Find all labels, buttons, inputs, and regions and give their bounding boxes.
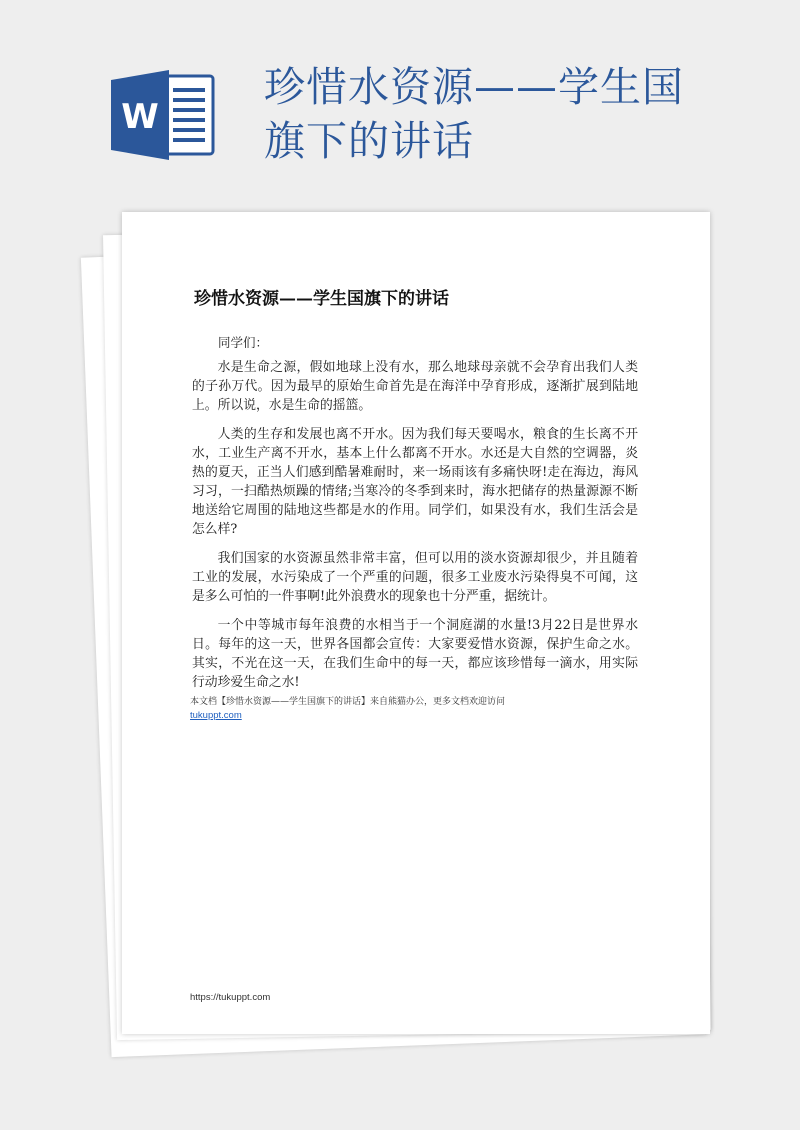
- word-logo-letter: W: [121, 97, 159, 137]
- body-paragraph: 我们国家的水资源虽然非常丰富，但可以用的淡水资源却很少，并且随着工业的发展，水污染成了一个严重的问题，很多工业废水污染得臭不可闻，这是多么可怕的一件事啊!此外浪费水的现象也十分严重，据统计。: [192, 551, 638, 604]
- body-paragraph: 水是生命之源，假如地球上没有水，那么地球母亲就不会孕育出我们人类的子孙万代。因为最早的原始生命首先是在海洋中孕育形成，逐渐扩展到陆地上。所以说，水是生命的摇篮。: [192, 360, 638, 413]
- document-source-note: [190, 696, 505, 722]
- page-title: 珍惜水资源——学生国旗下的讲话: [264, 63, 684, 165]
- document-title: 珍惜水资源——学生国旗下的讲话: [194, 289, 449, 309]
- body-paragraph: 人类的生存和发展也离不开水。因为我们每天要喝水，粮食的生长离不开水，工业生产离不开水，基本上什么都离不开水。水还是大自然的空调器，炎热的夏天，正当人们感到酷暑难耐时，来一场雨该有多痛快呀!走在海边，海风习习，一扫酷热烦躁的情绪;当寒冷的冬季到来时，海水把储存的热量源源不断地送给它周围的陆地这些都是水的作用。同学们，如果没有水，我们生活会是怎么样?: [192, 427, 638, 537]
- document-page: [122, 212, 710, 1034]
- source-note-text: 本文档【珍惜水资源——学生国旗下的讲话】来自熊猫办公，更多文档欢迎访问: [190, 697, 506, 707]
- page-footer-url: https://tukuppt.com: [190, 992, 271, 1003]
- source-link[interactable]: tukuppt.com: [190, 710, 242, 721]
- document-salutation: 同学们：: [218, 335, 269, 350]
- document-body: [192, 358, 638, 702]
- word-document-icon: [111, 70, 215, 160]
- body-paragraph: 一个中等城市每年浪费的水相当于一个洞庭湖的水量!3月22日是世界水日。每年的这一天，世界各国都会宣传：大家要爱惜水资源，保护生命之水。其实，不光在这一天，在我们生命中的每一天，都应该珍惜每一滴水，用实际行动珍爱生命之水!: [192, 618, 638, 690]
